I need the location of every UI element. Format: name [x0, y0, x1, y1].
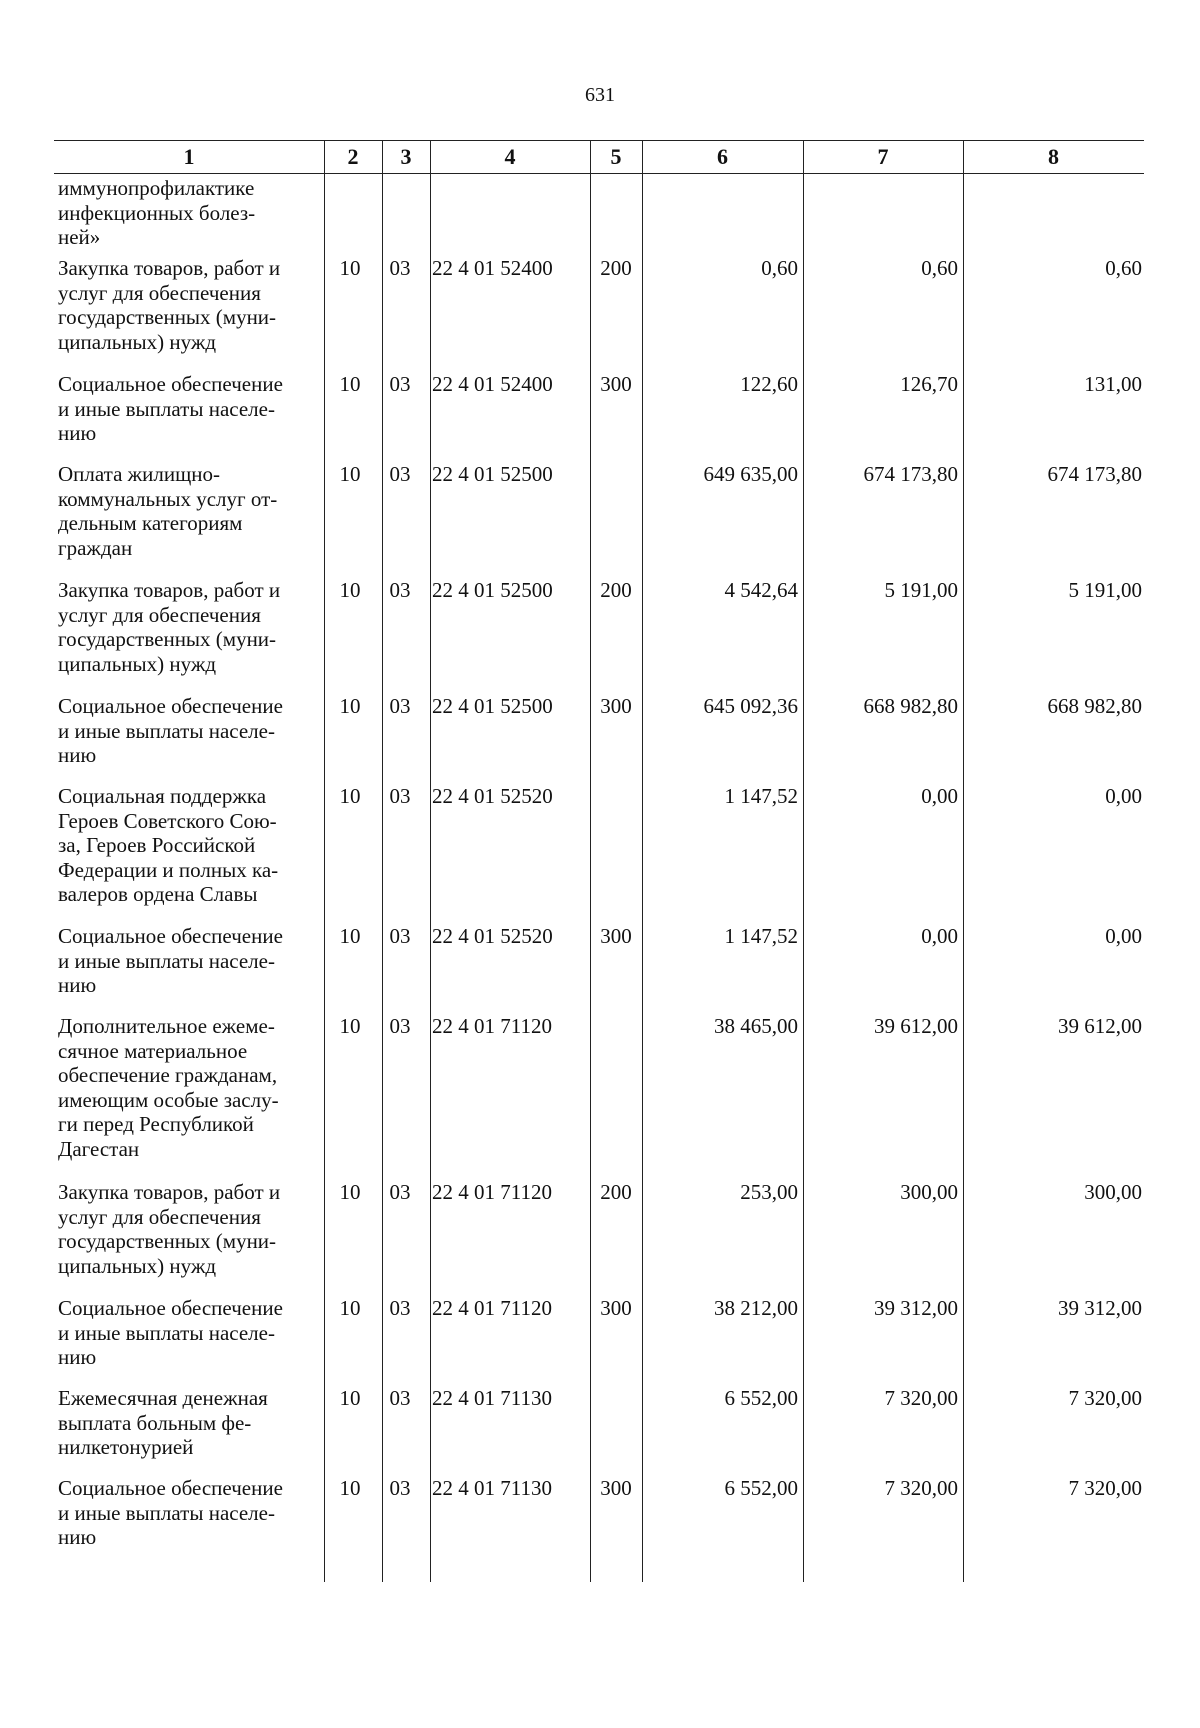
row-section-code: 10 — [339, 1476, 361, 1500]
row-amount-col6: 253,00 — [740, 1180, 798, 1204]
row-amount-col6: 1 147,52 — [724, 784, 798, 808]
row-section-code: 10 — [339, 1296, 361, 1320]
row-subsection-code: 03 — [389, 1476, 411, 1500]
row-amount-col8: 668 982,80 — [1047, 694, 1142, 718]
table-row — [54, 694, 1144, 784]
row-amount-col6: 0,60 — [761, 256, 798, 280]
row-description: Социальная поддержка Героев Советского Сою- за, Героев Российской Федерации и полных ка- валеров ордена Славы — [58, 784, 279, 906]
table-row — [54, 578, 1144, 694]
page-number: 631 — [585, 84, 615, 106]
row-amount-col7: 300,00 — [900, 1180, 958, 1204]
row-description: иммунопрофилактике инфекционных болез- ней» — [58, 176, 256, 249]
row-amount-col6: 1 147,52 — [724, 924, 798, 948]
row-section-code: 10 — [339, 256, 361, 280]
row-subsection-code: 03 — [389, 784, 411, 808]
row-amount-col8: 0,60 — [1105, 256, 1142, 280]
row-description: Дополнительное ежеме- сячное материальное обеспечение гражданам, имеющим особые заслу- ги перед Республикой Дагестан — [58, 1014, 279, 1161]
table-row — [54, 1296, 1144, 1386]
row-section-code: 10 — [339, 694, 361, 718]
row-amount-col8: 131,00 — [1084, 372, 1142, 396]
row-subsection-code: 03 — [389, 462, 411, 486]
row-amount-col6: 6 552,00 — [724, 1476, 798, 1500]
table-row — [54, 1014, 1144, 1180]
row-amount-col7: 674 173,80 — [863, 462, 958, 486]
row-expense-type: 200 — [600, 578, 632, 602]
row-target-code: 22 4 01 52400 — [432, 256, 553, 280]
row-amount-col6: 649 635,00 — [703, 462, 798, 486]
row-section-code: 10 — [339, 1386, 361, 1410]
row-target-code: 22 4 01 71120 — [432, 1296, 552, 1320]
row-expense-type: 300 — [600, 372, 632, 396]
row-amount-col6: 38 212,00 — [714, 1296, 798, 1320]
row-subsection-code: 03 — [389, 1386, 411, 1410]
column-header: 2 — [347, 144, 359, 169]
row-target-code: 22 4 01 52500 — [432, 462, 553, 486]
row-description: Оплата жилищно- коммунальных услуг от- дельным категориям граждан — [58, 462, 278, 560]
table-row — [54, 784, 1144, 924]
row-description: Социальное обеспечение и иные выплаты населе- нию — [58, 694, 283, 767]
row-description: Закупка товаров, работ и услуг для обеспечения государственных (муни- ципальных) нужд — [58, 1180, 281, 1278]
row-section-code: 10 — [339, 462, 361, 486]
row-expense-type: 300 — [600, 924, 632, 948]
row-amount-col7: 126,70 — [900, 372, 958, 396]
row-expense-type: 200 — [600, 256, 632, 280]
row-amount-col6: 38 465,00 — [714, 1014, 798, 1038]
column-header: 6 — [717, 144, 728, 169]
table-row — [54, 462, 1144, 578]
row-amount-col7: 7 320,00 — [884, 1386, 958, 1410]
column-header: 7 — [877, 144, 889, 169]
row-expense-type: 300 — [600, 694, 632, 718]
table-row — [54, 176, 1144, 256]
row-amount-col8: 7 320,00 — [1068, 1476, 1142, 1500]
row-amount-col7: 7 320,00 — [884, 1476, 958, 1500]
row-amount-col8: 7 320,00 — [1068, 1386, 1142, 1410]
row-section-code: 10 — [339, 372, 361, 396]
row-expense-type: 200 — [600, 1180, 632, 1204]
row-subsection-code: 03 — [389, 256, 411, 280]
row-subsection-code: 03 — [389, 694, 411, 718]
row-subsection-code: 03 — [389, 924, 411, 948]
row-description: Социальное обеспечение и иные выплаты населе- нию — [58, 372, 283, 445]
row-amount-col6: 6 552,00 — [724, 1386, 798, 1410]
row-description: Социальное обеспечение и иные выплаты населе- нию — [58, 924, 283, 997]
column-header: 3 — [400, 144, 412, 169]
table-body — [54, 176, 1144, 1566]
row-expense-type: 300 — [600, 1476, 632, 1500]
header-bottom-rule — [54, 173, 1144, 174]
row-target-code: 22 4 01 52500 — [432, 578, 553, 602]
row-target-code: 22 4 01 52520 — [432, 784, 553, 808]
row-section-code: 10 — [339, 1180, 361, 1204]
row-description: Закупка товаров, работ и услуг для обеспечения государственных (муни- ципальных) нужд — [58, 256, 281, 354]
row-amount-col8: 39 612,00 — [1058, 1014, 1142, 1038]
header-top-rule — [54, 140, 1144, 141]
row-subsection-code: 03 — [389, 1296, 411, 1320]
row-target-code: 22 4 01 71130 — [432, 1476, 552, 1500]
row-target-code: 22 4 01 71130 — [432, 1386, 552, 1410]
row-subsection-code: 03 — [389, 1180, 411, 1204]
row-section-code: 10 — [339, 578, 361, 602]
row-section-code: 10 — [339, 924, 361, 948]
row-amount-col8: 5 191,00 — [1068, 578, 1142, 602]
row-amount-col7: 39 312,00 — [874, 1296, 958, 1320]
row-amount-col6: 4 542,64 — [724, 578, 798, 602]
row-section-code: 10 — [339, 784, 361, 808]
row-amount-col7: 0,60 — [921, 256, 958, 280]
row-amount-col8: 300,00 — [1084, 1180, 1142, 1204]
row-target-code: 22 4 01 52500 — [432, 694, 553, 718]
row-description: Закупка товаров, работ и услуг для обеспечения государственных (муни- ципальных) нужд — [58, 578, 281, 676]
table-row — [54, 372, 1144, 462]
row-amount-col7: 5 191,00 — [884, 578, 958, 602]
column-header: 4 — [504, 144, 516, 169]
row-target-code: 22 4 01 52400 — [432, 372, 553, 396]
row-amount-col6: 645 092,36 — [703, 694, 798, 718]
row-amount-col8: 39 312,00 — [1058, 1296, 1142, 1320]
row-subsection-code: 03 — [389, 1014, 411, 1038]
row-subsection-code: 03 — [389, 372, 411, 396]
row-subsection-code: 03 — [389, 578, 411, 602]
row-section-code: 10 — [339, 1014, 361, 1038]
row-description: Ежемесячная денежная выплата больным фе- нилкетонурией — [58, 1386, 268, 1459]
column-header: 8 — [1048, 144, 1059, 169]
row-target-code: 22 4 01 71120 — [432, 1014, 552, 1038]
column-header: 1 — [183, 144, 195, 169]
row-amount-col8: 674 173,80 — [1047, 462, 1142, 486]
row-amount-col7: 0,00 — [921, 924, 958, 948]
row-description: Социальное обеспечение и иные выплаты населе- нию — [58, 1296, 283, 1369]
row-amount-col6: 122,60 — [740, 372, 798, 396]
table-row — [54, 1180, 1144, 1296]
budget-table — [54, 140, 1144, 1582]
table-row — [54, 256, 1144, 372]
row-expense-type: 300 — [600, 1296, 632, 1320]
column-header: 5 — [610, 144, 622, 169]
row-amount-col7: 668 982,80 — [863, 694, 958, 718]
row-amount-col7: 39 612,00 — [874, 1014, 958, 1038]
row-amount-col8: 0,00 — [1105, 784, 1142, 808]
row-target-code: 22 4 01 71120 — [432, 1180, 552, 1204]
row-amount-col8: 0,00 — [1105, 924, 1142, 948]
table-row — [54, 1386, 1144, 1476]
table-row — [54, 924, 1144, 1014]
row-amount-col7: 0,00 — [921, 784, 958, 808]
row-target-code: 22 4 01 52520 — [432, 924, 553, 948]
row-description: Социальное обеспечение и иные выплаты населе- нию — [58, 1476, 283, 1549]
table-row — [54, 1476, 1144, 1566]
